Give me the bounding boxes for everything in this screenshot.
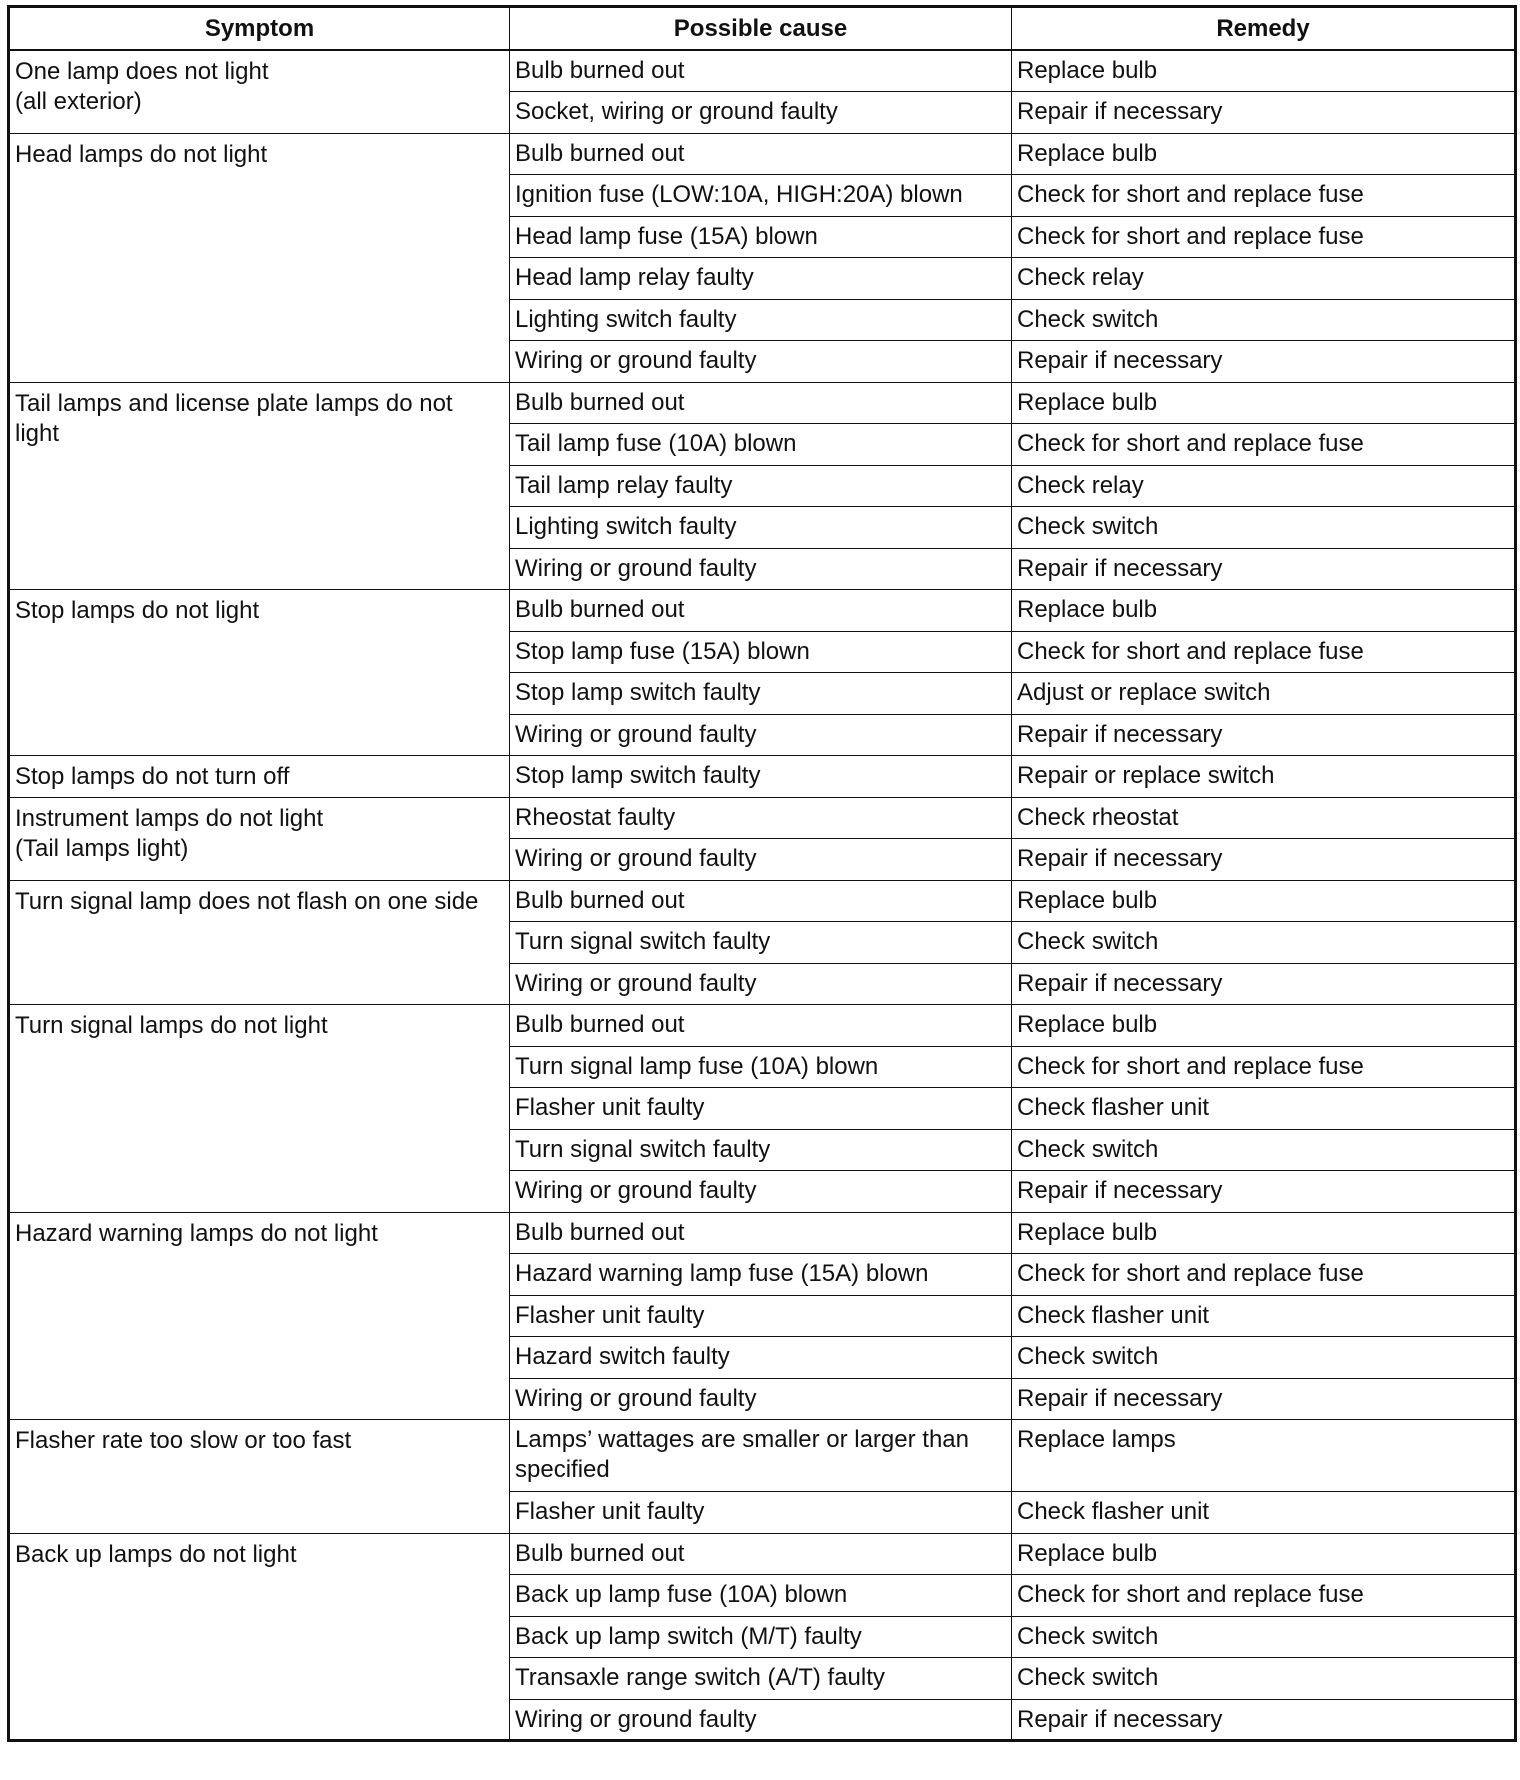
cause-cell: Stop lamp switch faulty xyxy=(510,756,1012,798)
troubleshooting-table xyxy=(7,5,1517,1742)
remedy-cell: Check switch xyxy=(1012,1129,1516,1171)
remedy-cell: Check switch xyxy=(1012,507,1516,549)
header-remedy: Remedy xyxy=(1012,7,1516,51)
symptom-text: Stop lamps do not light xyxy=(15,597,260,624)
symptom-text: One lamp does not light xyxy=(15,58,269,85)
cause-cell: Bulb burned out xyxy=(510,50,1012,92)
cause-cell: Turn signal lamp fuse (10A) blown xyxy=(510,1046,1012,1088)
symptom-cell xyxy=(9,1005,510,1213)
symptom-cell xyxy=(9,797,510,880)
symptom-cell xyxy=(9,1533,510,1741)
cause-cell: Bulb burned out xyxy=(510,382,1012,424)
cause-cell: Bulb burned out xyxy=(510,133,1012,175)
table-row xyxy=(9,1533,1516,1575)
remedy-cell: Check for short and replace fuse xyxy=(1012,424,1516,466)
remedy-cell: Check relay xyxy=(1012,258,1516,300)
remedy-cell: Replace bulb xyxy=(1012,382,1516,424)
cause-cell: Head lamp fuse (15A) blown xyxy=(510,216,1012,258)
cause-cell: Lighting switch faulty xyxy=(510,507,1012,549)
remedy-cell: Repair if necessary xyxy=(1012,341,1516,383)
remedy-cell: Repair if necessary xyxy=(1012,92,1516,134)
cause-cell: Bulb burned out xyxy=(510,1005,1012,1047)
remedy-cell: Repair if necessary xyxy=(1012,714,1516,756)
remedy-cell: Check switch xyxy=(1012,922,1516,964)
symptom-text: Back up lamps do not light xyxy=(15,1540,297,1568)
cause-cell: Turn signal switch faulty xyxy=(510,922,1012,964)
symptom-text: (Tail lamps light) xyxy=(15,834,189,862)
cause-cell: Lighting switch faulty xyxy=(510,299,1012,341)
symptom-cell xyxy=(9,50,510,133)
symptom-text: Turn signal lamp does not flash on one side xyxy=(15,887,479,915)
cause-cell: Turn signal switch faulty xyxy=(510,1129,1012,1171)
cause-cell: Stop lamp fuse (15A) blown xyxy=(510,631,1012,673)
cause-cell: Head lamp relay faulty xyxy=(510,258,1012,300)
table-body xyxy=(9,50,1516,1741)
cause-cell: Wiring or ground faulty xyxy=(510,341,1012,383)
remedy-cell: Adjust or replace switch xyxy=(1012,673,1516,715)
cause-cell: Bulb burned out xyxy=(510,1212,1012,1254)
symptom-text: light xyxy=(15,419,60,447)
cause-cell: Wiring or ground faulty xyxy=(510,1378,1012,1420)
remedy-cell: Repair if necessary xyxy=(1012,1171,1516,1213)
remedy-cell: Replace bulb xyxy=(1012,50,1516,92)
table-row xyxy=(9,797,1516,839)
table-row xyxy=(9,756,1516,798)
cause-cell: Hazard switch faulty xyxy=(510,1337,1012,1379)
remedy-cell: Check for short and replace fuse xyxy=(1012,216,1516,258)
symptom-cell xyxy=(9,1420,510,1534)
table-row xyxy=(9,382,1516,424)
cause-cell: Wiring or ground faulty xyxy=(510,1699,1012,1741)
table-row xyxy=(9,133,1516,175)
remedy-cell: Check relay xyxy=(1012,465,1516,507)
remedy-cell: Check flasher unit xyxy=(1012,1295,1516,1337)
symptom-cell xyxy=(9,133,510,382)
remedy-cell: Replace bulb xyxy=(1012,1212,1516,1254)
remedy-cell: Replace bulb xyxy=(1012,1533,1516,1575)
symptom-text: Hazard warning lamps do not light xyxy=(15,1219,378,1247)
table-row xyxy=(9,1212,1516,1254)
remedy-cell: Check rheostat xyxy=(1012,797,1516,839)
cause-cell: Flasher unit faulty xyxy=(510,1492,1012,1534)
cause-cell: Bulb burned out xyxy=(510,1533,1012,1575)
remedy-cell: Check switch xyxy=(1012,1616,1516,1658)
table-row xyxy=(9,590,1516,632)
remedy-cell: Replace bulb xyxy=(1012,133,1516,175)
remedy-cell: Check switch xyxy=(1012,1658,1516,1700)
cause-cell: Wiring or ground faulty xyxy=(510,714,1012,756)
remedy-cell: Check flasher unit xyxy=(1012,1492,1516,1534)
symptom-text: Tail lamps and license plate lamps do not xyxy=(15,389,453,417)
cause-cell: Wiring or ground faulty xyxy=(510,1171,1012,1213)
remedy-cell: Repair if necessary xyxy=(1012,839,1516,881)
cause-cell: Flasher unit faulty xyxy=(510,1088,1012,1130)
remedy-cell: Check for short and replace fuse xyxy=(1012,1575,1516,1617)
symptom-cell xyxy=(9,756,510,798)
cause-cell: Lamps’ wattages are smaller or larger than specified xyxy=(510,1420,1012,1492)
header-row xyxy=(9,7,1516,51)
troubleshooting-page xyxy=(7,5,1514,1742)
cause-cell: Back up lamp switch (M/T) faulty xyxy=(510,1616,1012,1658)
symptom-text: Instrument lamps do not light xyxy=(15,804,324,832)
header-possible-cause: Possible cause xyxy=(510,7,1012,51)
symptom-text: Stop lamps do not turn off xyxy=(15,763,290,790)
header-symptom: Symptom xyxy=(9,7,510,51)
symptom-cell xyxy=(9,880,510,1005)
remedy-cell: Replace lamps xyxy=(1012,1420,1516,1492)
cause-cell: Wiring or ground faulty xyxy=(510,963,1012,1005)
cause-cell: Stop lamp switch faulty xyxy=(510,673,1012,715)
remedy-cell: Replace bulb xyxy=(1012,880,1516,922)
remedy-cell: Repair if necessary xyxy=(1012,548,1516,590)
remedy-cell: Replace bulb xyxy=(1012,590,1516,632)
remedy-cell: Check for short and replace fuse xyxy=(1012,631,1516,673)
remedy-cell: Replace bulb xyxy=(1012,1005,1516,1047)
cause-cell: Bulb burned out xyxy=(510,880,1012,922)
cause-cell: Rheostat faulty xyxy=(510,797,1012,839)
symptom-text: (all exterior) xyxy=(15,88,142,115)
remedy-cell: Check for short and replace fuse xyxy=(1012,1254,1516,1296)
symptom-text: Flasher rate too slow or too fast xyxy=(15,1427,352,1454)
table-row xyxy=(9,1420,1516,1492)
remedy-cell: Check switch xyxy=(1012,1337,1516,1379)
cause-cell: Wiring or ground faulty xyxy=(510,548,1012,590)
cause-cell: Bulb burned out xyxy=(510,590,1012,632)
table-row xyxy=(9,50,1516,92)
cause-cell: Tail lamp fuse (10A) blown xyxy=(510,424,1012,466)
remedy-cell: Repair if necessary xyxy=(1012,1699,1516,1741)
table-row xyxy=(9,880,1516,922)
cause-cell: Socket, wiring or ground faulty xyxy=(510,92,1012,134)
remedy-cell: Check for short and replace fuse xyxy=(1012,1046,1516,1088)
cause-cell: Back up lamp fuse (10A) blown xyxy=(510,1575,1012,1617)
cause-cell: Flasher unit faulty xyxy=(510,1295,1012,1337)
symptom-text: Head lamps do not light xyxy=(15,140,268,168)
cause-cell: Ignition fuse (LOW:10A, HIGH:20A) blown xyxy=(510,175,1012,217)
remedy-cell: Check flasher unit xyxy=(1012,1088,1516,1130)
remedy-cell: Check switch xyxy=(1012,299,1516,341)
symptom-cell xyxy=(9,590,510,756)
cause-cell: Hazard warning lamp fuse (15A) blown xyxy=(510,1254,1012,1296)
cause-cell: Tail lamp relay faulty xyxy=(510,465,1012,507)
cause-cell: Transaxle range switch (A/T) faulty xyxy=(510,1658,1012,1700)
remedy-cell: Repair or replace switch xyxy=(1012,756,1516,798)
symptom-text: Turn signal lamps do not light xyxy=(15,1012,328,1039)
remedy-cell: Repair if necessary xyxy=(1012,1378,1516,1420)
table-row xyxy=(9,1005,1516,1047)
remedy-cell: Repair if necessary xyxy=(1012,963,1516,1005)
symptom-cell xyxy=(9,1212,510,1420)
symptom-cell xyxy=(9,382,510,590)
cause-cell: Wiring or ground faulty xyxy=(510,839,1012,881)
remedy-cell: Check for short and replace fuse xyxy=(1012,175,1516,217)
